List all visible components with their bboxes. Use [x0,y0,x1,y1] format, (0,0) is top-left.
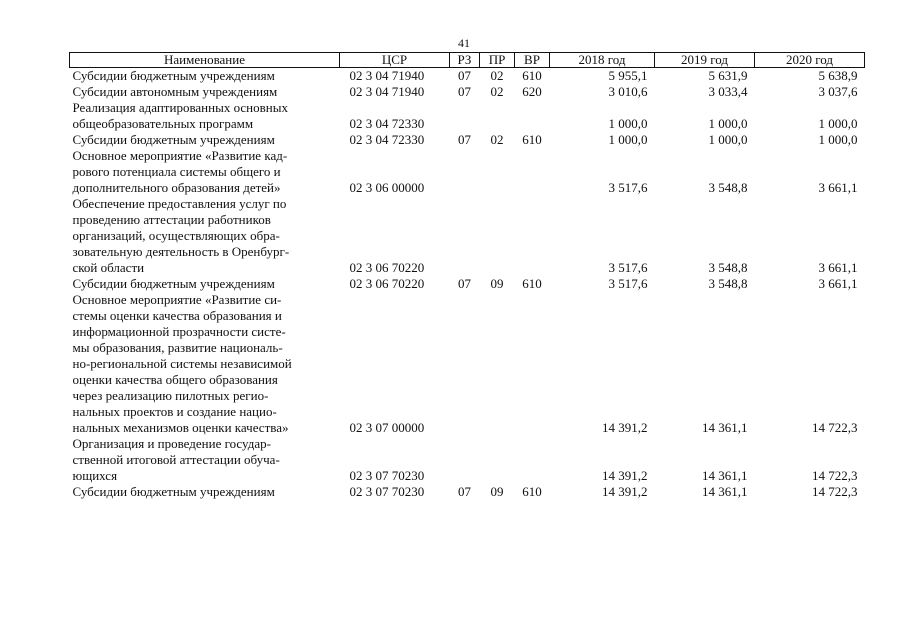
row-csr: 02 3 07 70230 [349,484,425,499]
row-name-line: Субсидии автономным учреждениям [72,84,278,99]
row-rz [450,196,480,276]
row-name [70,436,340,484]
row-name-line: Субсидии бюджетным учреждениям [72,276,275,291]
row-pr [480,436,515,484]
row-2020: 3 037,6 [818,84,858,99]
row-name-line: дополнительного образования детей» [72,180,281,195]
row-pr: 02 [490,84,504,99]
table-row [70,276,865,292]
row-2020: 3 661,1 [818,260,858,275]
row-name [70,484,340,500]
row-2020: 1 000,0 [818,116,858,131]
row-name-line: Основное мероприятие «Развитие кад- [72,148,288,163]
row-csr: 02 3 06 70220 [349,260,425,275]
table-row [70,132,865,148]
row-name [70,84,340,100]
row-2018: 14 391,2 [602,420,648,435]
row-csr: 02 3 04 72330 [349,132,425,147]
header-csr: ЦСР [340,53,450,68]
row-name-line: Обеспечение предоставления услуг по [72,196,287,211]
row-2018: 1 000,0 [608,116,648,131]
row-csr: 02 3 07 00000 [349,420,425,435]
row-2020: 3 661,1 [818,276,858,291]
table-row [70,84,865,100]
table-row [70,196,865,276]
row-pr: 09 [490,484,504,499]
row-name-line: ственной итоговой аттестации обуча- [72,452,280,467]
row-name [70,292,340,436]
row-2020: 14 722,3 [812,468,858,483]
header-pr: ПР [480,53,515,68]
row-name-line: нальных механизмов оценки качества» [72,420,289,435]
row-pr: 02 [480,68,515,85]
row-pr: 02 [490,132,504,147]
row-vr [515,292,550,436]
row-name-line: нальных проектов и создание нацио- [72,404,277,419]
row-2019: 3 548,8 [708,260,748,275]
row-name [70,276,340,292]
row-2018: 3 517,6 [608,276,648,291]
row-2019: 3 548,8 [708,180,748,195]
row-name-line: зовательную деятельность в Оренбург- [72,244,290,259]
row-2019: 1 000,0 [708,132,748,147]
row-pr [480,148,515,196]
header-rz: РЗ [450,53,480,68]
row-name-line: организаций, осуществляющих обра- [72,228,280,243]
row-vr: 620 [522,84,542,99]
row-name [70,132,340,148]
row-name-line: оценки качества общего образования [72,372,278,387]
row-rz [450,100,480,132]
row-name-line: ской области [72,260,145,275]
row-2019: 3 033,4 [708,84,748,99]
row-2018: 3 517,6 [608,180,648,195]
row-2018: 1 000,0 [608,132,648,147]
row-name-line: Реализация адаптированных основных [72,100,288,115]
row-2019: 14 361,1 [702,420,748,435]
row-vr [515,436,550,484]
row-name-line: Субсидии бюджетным учреждениям [72,484,275,499]
row-2020: 14 722,3 [812,484,858,499]
row-2020: 1 000,0 [818,132,858,147]
table-row [70,148,865,196]
header-2020: 2020 год [755,53,865,68]
header-row [70,53,865,68]
row-vr [515,100,550,132]
row-rz: 07 [458,132,471,147]
row-2019: 3 548,8 [708,276,748,291]
budget-table [69,52,865,500]
row-csr: 02 3 06 00000 [349,180,425,195]
row-2018: 3 517,6 [608,260,648,275]
row-csr: 02 3 04 71940 [340,68,450,85]
row-csr: 02 3 04 71940 [349,84,425,99]
row-csr: 02 3 07 70230 [349,468,425,483]
row-2019: 14 361,1 [702,484,748,499]
row-rz: 07 [458,276,471,291]
table-row [70,100,865,132]
row-name [70,68,340,85]
row-2019: 5 631,9 [655,68,755,85]
table-row [70,292,865,436]
header-2019: 2019 год [655,53,755,68]
row-rz: 07 [450,68,480,85]
row-vr: 610 [522,484,542,499]
header-name: Наименование [70,53,340,68]
row-vr [515,148,550,196]
row-2018: 5 955,1 [550,68,655,85]
row-rz: 07 [458,84,471,99]
row-2018: 14 391,2 [602,468,648,483]
row-name-line: Субсидии бюджетным учреждениям [72,68,275,83]
row-name [70,100,340,132]
row-name-line: мы образования, развитие националь- [72,340,283,355]
row-2020: 3 661,1 [818,180,858,195]
table-header [70,53,865,68]
row-pr [480,196,515,276]
table-body [70,68,865,501]
row-csr: 02 3 06 70220 [349,276,425,291]
row-name-line: общеобразовательных программ [72,116,254,131]
header-2018: 2018 год [550,53,655,68]
table-row [70,68,865,85]
row-rz [450,292,480,436]
header-vr: ВР [515,53,550,68]
row-csr: 02 3 04 72330 [349,116,425,131]
row-name-line: ющихся [72,468,118,483]
row-2020: 5 638,9 [755,68,865,85]
row-name [70,196,340,276]
table-row [70,436,865,484]
table-row [70,484,865,500]
row-pr [480,292,515,436]
row-pr [480,100,515,132]
row-rz [450,148,480,196]
row-name-line: проведению аттестации работников [72,212,271,227]
row-2019: 14 361,1 [702,468,748,483]
row-name-line: Субсидии бюджетным учреждениям [72,132,275,147]
row-name-line: но-региональной системы независимой [72,356,292,371]
row-vr [515,196,550,276]
row-name-line: рового потенциала системы общего и [72,164,281,179]
row-vr: 610 [515,68,550,85]
row-name-line: Основное мероприятие «Развитие си- [72,292,282,307]
row-name-line: стемы оценки качества образования и [72,308,282,323]
row-2019: 1 000,0 [708,116,748,131]
row-rz: 07 [458,484,471,499]
row-2020: 14 722,3 [812,420,858,435]
row-name [70,148,340,196]
page-number: 41 [458,36,470,50]
row-name-line: Организация и проведение государ- [72,436,271,451]
row-name-line: через реализацию пилотных регио- [72,388,269,403]
row-name-line: информационной прозрачности систе- [72,324,286,339]
row-vr: 610 [522,276,542,291]
row-2018: 3 010,6 [608,84,648,99]
row-vr: 610 [522,132,542,147]
row-2018: 14 391,2 [602,484,648,499]
row-pr: 09 [490,276,504,291]
row-rz [450,436,480,484]
